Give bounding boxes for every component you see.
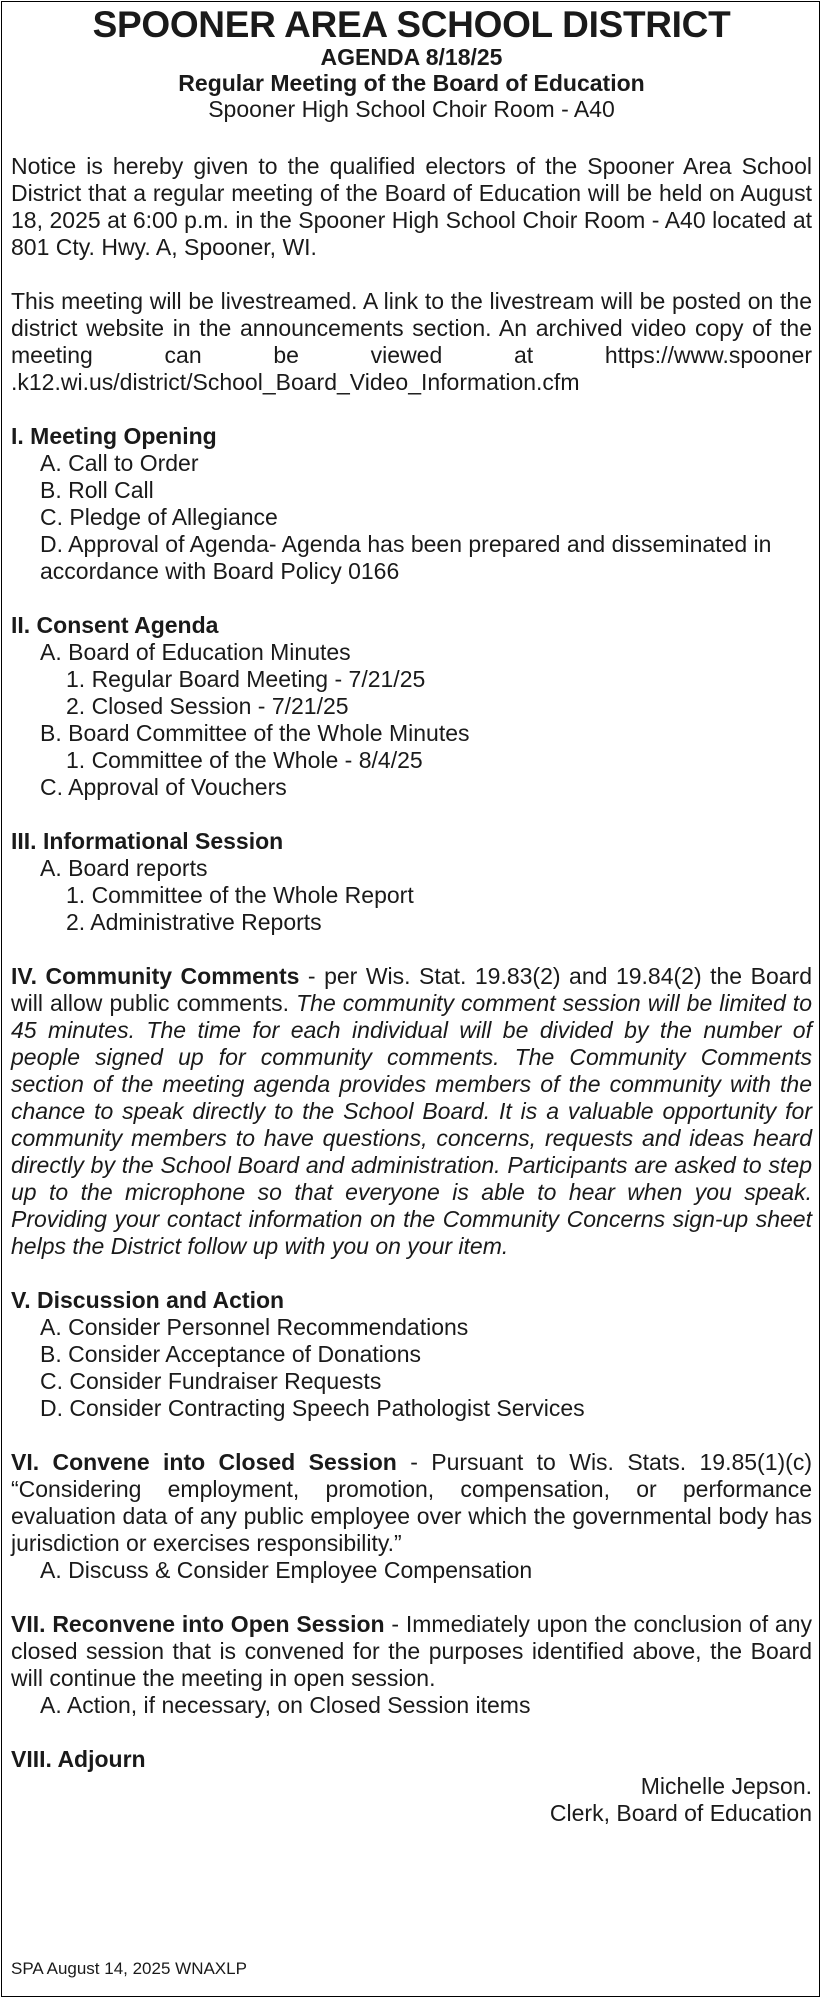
agenda-item: B. Board Committee of the Whole Minutes xyxy=(40,720,470,746)
section-heading: III. Informational Session xyxy=(11,828,284,854)
signature-title: Clerk, Board of Education xyxy=(549,1800,812,1826)
meeting-location: Spooner High School Choir Room - A40 xyxy=(208,96,615,122)
agenda-item: B. Roll Call xyxy=(40,477,154,503)
closed-session-text: - Pursuant to Wis. Stats. 19.85(1)(c) “Considering employment, promotion, compensation, or performance evaluation data of any public employee over which the governmental body has jurisdiction or exercises responsibility.” xyxy=(11,1449,812,1556)
agenda-item: A. Discuss & Consider Employee Compensation xyxy=(40,1557,533,1583)
agenda-item: C. Consider Fundraiser Requests xyxy=(40,1368,382,1394)
section-heading: II. Consent Agenda xyxy=(11,612,219,638)
district-title: SPOONER AREA SCHOOL DISTRICT xyxy=(92,4,731,45)
community-comments-paragraph xyxy=(11,963,812,1260)
agenda-subitem: 1. Committee of the Whole Report xyxy=(66,882,414,908)
agenda-date: AGENDA 8/18/25 xyxy=(320,44,503,70)
notice-body xyxy=(11,6,812,1827)
agenda-item: C. Pledge of Allegiance xyxy=(40,504,278,530)
agenda-item: B. Consider Acceptance of Donations xyxy=(40,1341,422,1367)
section-heading: VII. Reconvene into Open Session xyxy=(11,1611,385,1637)
signature-name: Michelle Jepson. xyxy=(640,1773,812,1799)
agenda-subitem: 1. Regular Board Meeting - 7/21/25 xyxy=(66,666,426,692)
section-heading: V. Discussion and Action xyxy=(11,1287,285,1313)
agenda-item: A. Board reports xyxy=(40,855,208,881)
open-session-text: - Immediately upon the conclusion of any closed session that is convened for the purposes identified above, the Board will continue the meeting in open session. xyxy=(11,1611,812,1691)
community-comments-italic: The community comment session will be limited to 45 minutes. The time for each individual will be divided by the number of people signed up for community comments. The Community Comments section of the meeting agenda provides members of the community with the chance to speak directly to the School Board. It is a valuable opportunity for community members to have questions, concerns, requests and ideas heard directly by the School Board and administration. Participants are asked to step up to the microphone so that everyone is able to hear when you speak. Providing your contact information on the Community Concerns sign-up sheet helps the District follow up with you on your item. xyxy=(11,990,812,1259)
agenda-item: A. Action, if necessary, on Closed Session items xyxy=(40,1692,531,1718)
section-heading: IV. Community Comments xyxy=(11,963,300,989)
livestream-paragraph: This meeting will be livestreamed. A link to the livestream will be posted on the district website in the announcements section. An archived video copy of the meeting can be viewed at https://www.spooner .k12.wi.us/district/School_Board_Video_Information.cfm xyxy=(11,288,812,395)
agenda-subitem: 2. Administrative Reports xyxy=(66,909,322,935)
closed-session-paragraph xyxy=(11,1449,812,1557)
section-heading: I. Meeting Opening xyxy=(11,423,217,449)
agenda-item: A. Consider Personnel Recommendations xyxy=(40,1314,469,1340)
notice-paragraph: Notice is hereby given to the qualified electors of the Spooner Area School District that a regular meeting of the Board of Education will be held on August 18, 2025 at 6:00 p.m. in the Spooner High School Choir Room - A40 located at 801 Cty. Hwy. A, Spooner, WI. xyxy=(11,153,812,260)
section-heading: VI. Convene into Closed Session xyxy=(11,1449,397,1475)
agenda-item: A. Board of Education Minutes xyxy=(40,639,351,665)
publication-footer: SPA August 14, 2025 WNAXLP xyxy=(11,1959,247,1978)
agenda-item: C. Approval of Vouchers xyxy=(40,774,287,800)
agenda-subitem: 1. Committee of the Whole - 8/4/25 xyxy=(66,747,423,773)
agenda-item: A. Call to Order xyxy=(40,450,199,476)
legal-notice xyxy=(1,1,820,1997)
agenda-subitem: 2. Closed Session - 7/21/25 xyxy=(66,693,349,719)
meeting-title: Regular Meeting of the Board of Education xyxy=(178,70,645,96)
community-comments-text: - per Wis. Stat. 19.83(2) and 19.84(2) the Board will allow public comments. xyxy=(11,963,812,1016)
section-heading: VIII. Adjourn xyxy=(11,1746,146,1772)
agenda-item: D. Approval of Agenda- Agenda has been prepared and disseminated in accordance with Board Policy 0166 xyxy=(40,531,772,584)
open-session-paragraph xyxy=(11,1611,812,1692)
agenda-item: D. Consider Contracting Speech Pathologist Services xyxy=(40,1395,585,1421)
